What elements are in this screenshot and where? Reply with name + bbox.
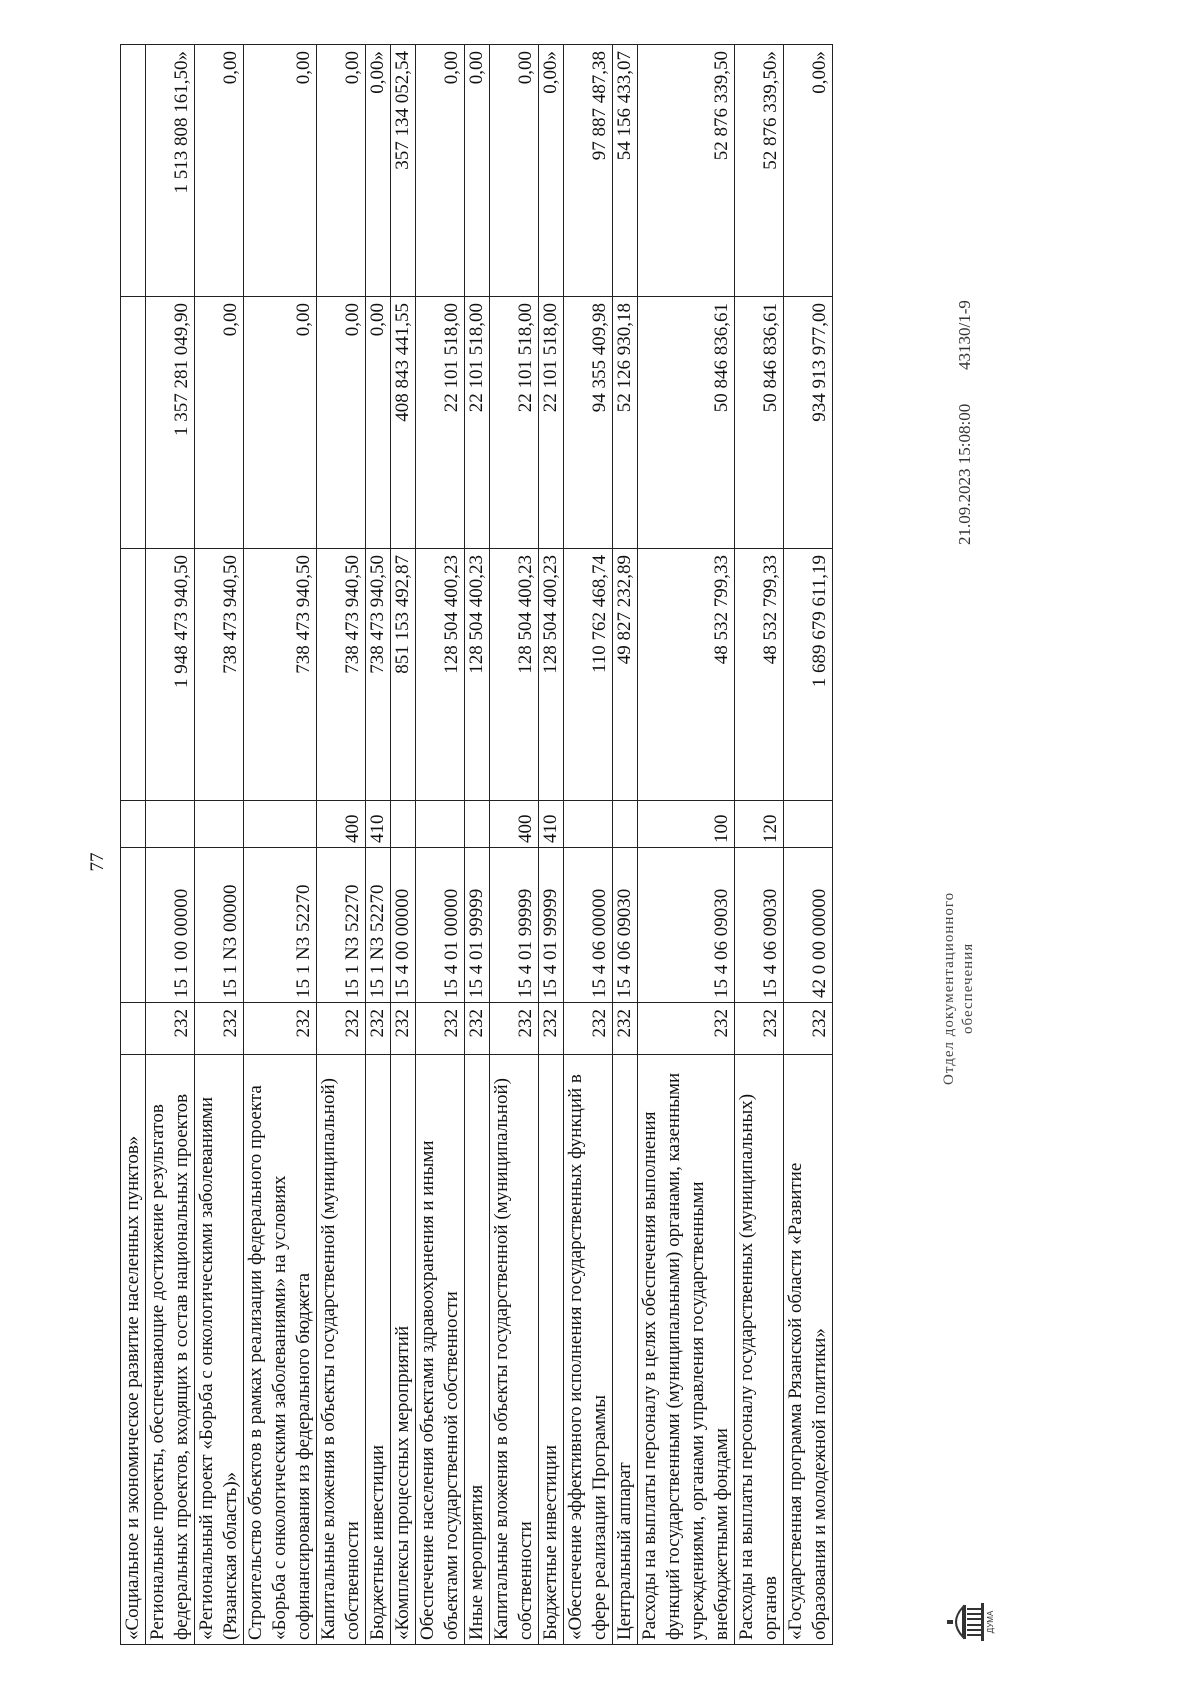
table-cell-name: Строительство объектов в рамках реализации федерального проекта «Борьба с онкологическими заболеваниями» на условиях софинансирования из федерального бюджета <box>244 1055 317 1645</box>
table-cell-sum-3: 0,00» <box>366 45 391 297</box>
table-cell-vr: 100 <box>638 801 735 848</box>
table-cell-sum-3 <box>121 45 146 297</box>
table-cell-sum-2: 0,00 <box>195 297 244 549</box>
table-cell-gr: 232 <box>784 1003 833 1055</box>
table-cell-sum-3: 0,00» <box>784 45 833 297</box>
table-cell-name: Бюджетные инвестиции <box>539 1055 564 1645</box>
table-cell-sum-1: 128 504 400,23 <box>490 549 539 801</box>
table-cell-sum-3: 0,00 <box>465 45 490 297</box>
budget-table-body <box>121 45 833 1645</box>
table-cell-sum-2: 50 846 836,61 <box>638 297 735 549</box>
table-cell-sum-3: 97 887 487,38 <box>564 45 613 297</box>
table-cell-name: Региональные проекты, обеспечивающие достижение результатов федеральных проектов, входящих в состав национальных проектов <box>146 1055 195 1645</box>
table-cell-cs: 15 1 N3 52270 <box>244 848 317 1003</box>
table-cell-cs: 42 0 00 00000 <box>784 848 833 1003</box>
table-cell-sum-2: 22 101 518,00 <box>465 297 490 549</box>
table-cell-sum-3: 0,00 <box>195 45 244 297</box>
table-cell-sum-1: 738 473 940,50 <box>317 549 366 801</box>
timestamp: 21.09.2023 15:08:00 <box>955 403 974 545</box>
table-cell-sum-1: 738 473 940,50 <box>244 549 317 801</box>
table-cell-cs: 15 4 01 00000 <box>416 848 465 1003</box>
table-cell-vr <box>391 801 416 848</box>
table-cell-cs: 15 1 00 00000 <box>146 848 195 1003</box>
table-row <box>317 45 366 1645</box>
table-cell-cs: 15 4 06 00000 <box>564 848 613 1003</box>
table-cell-vr <box>121 801 146 848</box>
table-cell-vr <box>146 801 195 848</box>
table-cell-name: Расходы на выплаты персоналу государственных (муниципальных) органов <box>735 1055 784 1645</box>
table-cell-sum-1: 851 153 492,87 <box>391 549 416 801</box>
table-cell-sum-3: 0,00 <box>317 45 366 297</box>
table-cell-gr: 232 <box>539 1003 564 1055</box>
table-cell-sum-2: 50 846 836,61 <box>735 297 784 549</box>
table-cell-gr: 232 <box>490 1003 539 1055</box>
table-cell-sum-1: 49 827 232,89 <box>613 549 638 801</box>
table-cell-vr <box>564 801 613 848</box>
table-cell-sum-1 <box>121 549 146 801</box>
table-cell-gr: 232 <box>564 1003 613 1055</box>
table-cell-cs: 15 4 06 09030 <box>638 848 735 1003</box>
table-cell-sum-2: 94 355 409,98 <box>564 297 613 549</box>
table-cell-vr <box>244 801 317 848</box>
table-cell-name: «Государственная программа Рязанской области «Развитие образования и молодежной политики» <box>784 1055 833 1645</box>
table-cell-sum-2 <box>121 297 146 549</box>
table-cell-gr: 232 <box>146 1003 195 1055</box>
table-cell-cs <box>121 848 146 1003</box>
table-row <box>490 45 539 1645</box>
table-row <box>465 45 490 1645</box>
table-cell-vr <box>416 801 465 848</box>
table-cell-sum-2: 22 101 518,00 <box>539 297 564 549</box>
table-cell-cs: 15 1 N3 52270 <box>317 848 366 1003</box>
table-cell-sum-2: 22 101 518,00 <box>490 297 539 549</box>
table-row <box>539 45 564 1645</box>
table-cell-name: Бюджетные инвестиции <box>366 1055 391 1645</box>
table-cell-name: Центральный аппарат <box>613 1055 638 1645</box>
table-cell-name: Иные мероприятия <box>465 1055 490 1645</box>
budget-table <box>120 44 833 1645</box>
table-cell-gr: 232 <box>317 1003 366 1055</box>
table-cell-sum-1: 1 948 473 940,50 <box>146 549 195 801</box>
table-cell-sum-3: 52 876 339,50 <box>638 45 735 297</box>
table-cell-sum-3: 52 876 339,50» <box>735 45 784 297</box>
table-cell-gr: 232 <box>244 1003 317 1055</box>
table-cell-sum-3: 0,00» <box>539 45 564 297</box>
department-line-1: Отдел документационного <box>941 891 957 1085</box>
table-cell-name: Капитальные вложения в объекты государственной (муниципальной) собственности <box>317 1055 366 1645</box>
table-cell-sum-3: 54 156 433,07 <box>613 45 638 297</box>
table-cell-gr: 232 <box>391 1003 416 1055</box>
department-line-2: обеспечения <box>960 942 976 1034</box>
table-cell-sum-3: 357 134 052,54 <box>391 45 416 297</box>
table-cell-gr: 232 <box>416 1003 465 1055</box>
table-row <box>366 45 391 1645</box>
table-cell-vr <box>195 801 244 848</box>
table-cell-vr <box>613 801 638 848</box>
table-row <box>391 45 416 1645</box>
table-cell-cs: 15 1 N3 52270 <box>366 848 391 1003</box>
table-cell-sum-2: 934 913 977,00 <box>784 297 833 549</box>
table-cell-sum-2: 22 101 518,00 <box>416 297 465 549</box>
table-cell-gr: 232 <box>638 1003 735 1055</box>
table-row <box>195 45 244 1645</box>
table-row <box>416 45 465 1645</box>
table-cell-sum-3: 1 513 808 161,50» <box>146 45 195 297</box>
table-cell-gr: 232 <box>735 1003 784 1055</box>
table-cell-vr: 410 <box>539 801 564 848</box>
table-cell-name: Капитальные вложения в объекты государственной (муниципальной) собственности <box>490 1055 539 1645</box>
table-row <box>735 45 784 1645</box>
table-row <box>613 45 638 1645</box>
table-cell-cs: 15 4 00 00000 <box>391 848 416 1003</box>
rotated-page-content <box>120 45 1040 1645</box>
table-row <box>784 45 833 1645</box>
svg-text:ДУМА: ДУМА <box>986 1610 995 1634</box>
table-cell-vr <box>465 801 490 848</box>
table-cell-gr: 232 <box>613 1003 638 1055</box>
table-cell-sum-2: 408 843 441,55 <box>391 297 416 549</box>
table-cell-sum-2: 0,00 <box>366 297 391 549</box>
table-cell-sum-1: 1 689 679 611,19 <box>784 549 833 801</box>
table-cell-sum-2: 0,00 <box>317 297 366 549</box>
table-row <box>564 45 613 1645</box>
table-row <box>146 45 195 1645</box>
table-cell-sum-3: 0,00 <box>490 45 539 297</box>
table-cell-sum-3: 0,00 <box>416 45 465 297</box>
table-cell-vr: 410 <box>366 801 391 848</box>
table-row <box>638 45 735 1645</box>
table-row <box>244 45 317 1645</box>
table-cell-sum-1: 110 762 468,74 <box>564 549 613 801</box>
table-cell-vr: 400 <box>490 801 539 848</box>
table-cell-sum-3: 0,00 <box>244 45 317 297</box>
table-cell-sum-1: 128 504 400,23 <box>539 549 564 801</box>
table-cell-name: «Региональный проект «Борьба с онкологическими заболеваниями (Рязанская область)» <box>195 1055 244 1645</box>
table-cell-name: Обеспечение населения объектами здравоохранения и иными объектами государственной собственности <box>416 1055 465 1645</box>
table-cell-sum-1: 48 532 799,33 <box>638 549 735 801</box>
table-cell-cs: 15 4 06 09030 <box>613 848 638 1003</box>
table-cell-name: «Комплексы процессных мероприятий <box>391 1055 416 1645</box>
table-cell-gr: 232 <box>366 1003 391 1055</box>
table-cell-sum-2: 1 357 281 049,90 <box>146 297 195 549</box>
table-cell-vr: 120 <box>735 801 784 848</box>
table-cell-sum-1: 738 473 940,50 <box>366 549 391 801</box>
table-cell-name: «Обеспечение эффективного исполнения государственных функций в сфере реализации Программы <box>564 1055 613 1645</box>
table-cell-name: «Социальное и экономическое развитие населенных пунктов» <box>121 1055 146 1645</box>
page-number: 77 <box>87 852 108 872</box>
table-cell-vr <box>784 801 833 848</box>
table-cell-gr: 232 <box>195 1003 244 1055</box>
duma-building-icon <box>945 1599 995 1645</box>
table-cell-sum-1: 48 532 799,33 <box>735 549 784 801</box>
table-cell-cs: 15 1 N3 00000 <box>195 848 244 1003</box>
table-cell-sum-2: 52 126 930,18 <box>613 297 638 549</box>
table-cell-name: Расходы на выплаты персоналу в целях обеспечения выполнения функций государственными (муниципальными) органами, казенными учреждениями, органами управления государственными внебюджетными фондами <box>638 1055 735 1645</box>
table-cell-gr: 232 <box>465 1003 490 1055</box>
table-cell-sum-2: 0,00 <box>244 297 317 549</box>
table-cell-cs: 15 4 01 99999 <box>490 848 539 1003</box>
table-cell-sum-1: 128 504 400,23 <box>465 549 490 801</box>
document-code: 43130/1-9 <box>955 300 974 370</box>
table-cell-cs: 15 4 06 09030 <box>735 848 784 1003</box>
table-cell-sum-1: 128 504 400,23 <box>416 549 465 801</box>
table-row <box>121 45 146 1645</box>
table-cell-gr <box>121 1003 146 1055</box>
table-cell-sum-1: 738 473 940,50 <box>195 549 244 801</box>
department-stamp <box>940 892 978 1085</box>
table-cell-vr: 400 <box>317 801 366 848</box>
table-cell-cs: 15 4 01 99999 <box>465 848 490 1003</box>
table-cell-cs: 15 4 01 99999 <box>539 848 564 1003</box>
